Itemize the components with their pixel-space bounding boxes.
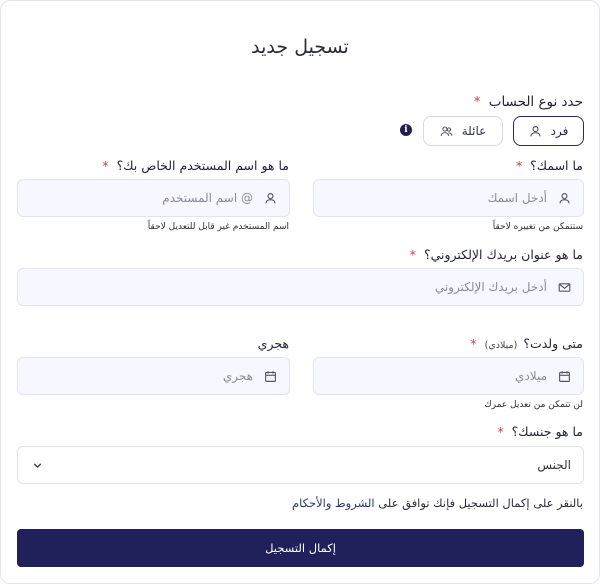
name-label-text: ما اسمك؟ — [530, 158, 583, 173]
required-mark: * — [497, 424, 504, 439]
calendar-icon — [263, 369, 277, 383]
users-icon — [440, 124, 454, 138]
chevron-down-icon — [30, 458, 44, 472]
envelope-icon — [557, 280, 571, 294]
user-icon — [263, 191, 277, 205]
birth-gregorian-label — [470, 336, 583, 351]
name-placeholder: أدخل اسمك — [487, 191, 547, 205]
birth-gregorian-hint: لن تتمكن من تعديل عمرك — [484, 400, 583, 410]
name-label — [516, 158, 583, 173]
birth-hijri-label: هجري — [257, 336, 289, 351]
gender-label — [497, 424, 583, 439]
info-icon[interactable]: i — [400, 124, 412, 136]
birth-hijri-placeholder: هجري — [222, 369, 253, 383]
required-mark: * — [409, 247, 416, 262]
username-label-text: ما هو اسم المستخدم الخاص بك؟ — [116, 158, 289, 173]
terms-text — [292, 496, 583, 510]
user-icon — [529, 124, 543, 138]
gender-select[interactable] — [17, 446, 584, 484]
birth-gregorian-label-small: (ميلادي) — [484, 340, 518, 351]
username-placeholder: @ اسم المستخدم — [162, 191, 253, 205]
family-label: عائلة — [461, 124, 487, 138]
account-type-individual-button[interactable] — [513, 116, 584, 146]
email-placeholder: أدخل بريدك الإلكتروني — [434, 280, 547, 294]
email-label — [410, 247, 583, 262]
gender-placeholder: الجنس — [537, 458, 571, 472]
email-input[interactable] — [17, 268, 584, 306]
page-title: تسجيل جديد — [251, 36, 349, 58]
required-mark: * — [470, 336, 477, 351]
user-icon — [557, 191, 571, 205]
terms-prefix: بالنقر على إكمال التسجيل فإنك توافق على — [378, 496, 583, 510]
required-mark: * — [102, 158, 109, 173]
username-hint: اسم المستخدم غير قابل للتعديل لاحقاً — [147, 222, 289, 232]
birth-gregorian-placeholder: ميلادي — [515, 369, 547, 383]
individual-label: فرد — [550, 124, 569, 138]
name-input[interactable] — [313, 179, 584, 217]
required-mark: * — [473, 94, 481, 110]
birth-gregorian-label-text: متى ولدت؟ — [523, 336, 583, 351]
birth-hijri-input[interactable] — [17, 357, 290, 395]
complete-registration-button[interactable]: إكمال التسجيل — [17, 529, 584, 567]
email-label-text: ما هو عنوان بريدك الإلكتروني؟ — [423, 247, 583, 262]
required-mark: * — [515, 158, 523, 173]
account-type-label — [474, 94, 583, 110]
birth-gregorian-input[interactable] — [313, 357, 584, 395]
username-label — [102, 158, 289, 173]
account-type-family-button[interactable] — [423, 116, 503, 146]
name-hint: ستتمكن من تغييره لاحقاً — [492, 222, 583, 232]
gender-label-text: ما هو جنسك؟ — [511, 424, 583, 439]
calendar-icon — [557, 369, 571, 383]
username-input[interactable] — [17, 179, 290, 217]
terms-link[interactable]: الشروط والأحكام — [291, 496, 375, 510]
account-type-label-text: حدد نوع الحساب — [488, 94, 583, 110]
